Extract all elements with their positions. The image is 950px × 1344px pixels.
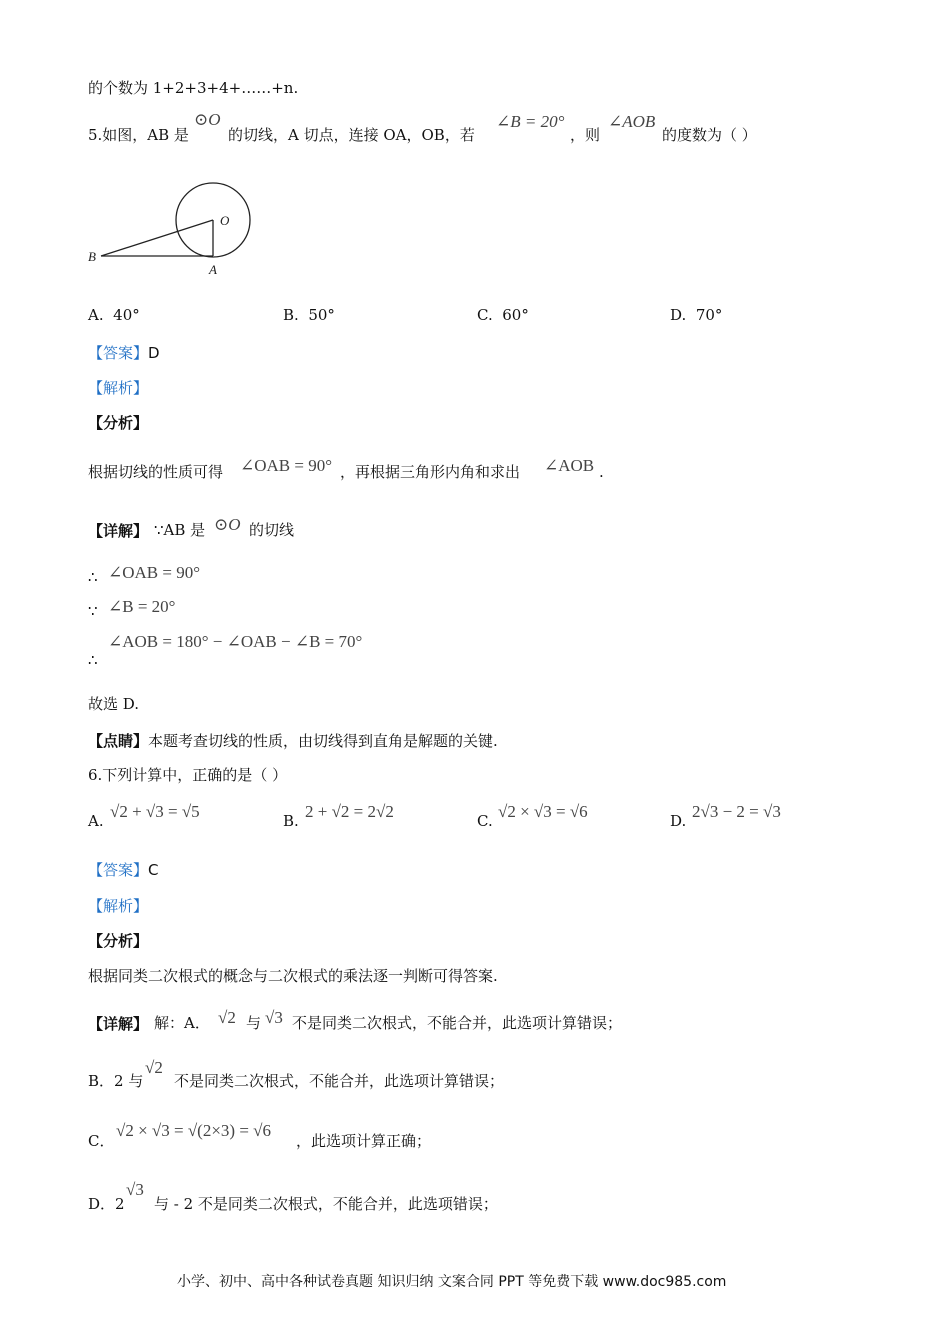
dianjing-line <box>88 731 498 751</box>
option-c-expr: √2 × √3 = √6 <box>498 802 588 821</box>
therefore-symbol: ∴ <box>88 651 98 669</box>
detail-c-e: √2 × √3 = √(2×3) = √6 <box>116 1121 271 1140</box>
therefore-symbol: ∴ <box>88 568 98 586</box>
option-b <box>283 306 335 324</box>
angle-aob: ∠AOB <box>608 112 656 131</box>
detail-pre: ∵AB 是 <box>154 521 206 539</box>
detail-d-e: √3 <box>126 1180 144 1199</box>
answer-tag: 【答案】 <box>88 344 149 362</box>
detail-d-post: 与 - 2 不是同类二次根式，不能合并，此选项错误； <box>154 1195 498 1213</box>
option-value: 70° <box>695 306 723 324</box>
jiexi-tag: 【解析】 <box>88 897 149 915</box>
detail-a-post: 不是同类二次根式，不能合并，此选项计算错误； <box>292 1014 623 1032</box>
detail-c-pre: C． <box>88 1132 115 1150</box>
step-2-eq: ∠B = 20° <box>108 597 176 616</box>
analysis-eq2: ∠AOB <box>544 456 595 475</box>
question-6-title: 6.下列计算中，正确的是（ ） <box>88 766 288 784</box>
tangent-figure <box>85 175 260 285</box>
detail-b-pre: B．2 与 <box>88 1072 144 1090</box>
circle-o-symbol: ⊙O <box>194 110 221 129</box>
fenxi-tag: 【分析】 <box>88 932 149 950</box>
option-c <box>477 306 529 324</box>
label-b: B <box>88 249 96 264</box>
option-letter: C. <box>477 306 493 324</box>
detail-b-e: √2 <box>145 1058 163 1077</box>
option-letter: B. <box>283 306 299 324</box>
fenxi-tag: 【分析】 <box>88 414 149 432</box>
detail-c-post: ，此选项计算正确； <box>296 1132 432 1150</box>
detail-a-mid: 与 <box>246 1014 262 1032</box>
question-5-mid1: 的切线，A 切点，连接 OA，OB，若 <box>228 126 475 144</box>
label-o: O <box>220 213 230 228</box>
detail-b-post: 不是同类二次根式，不能合并，此选项计算错误； <box>174 1072 505 1090</box>
option-b-expr: 2 + √2 = 2√2 <box>305 802 394 821</box>
segment-bo <box>101 220 213 256</box>
jiexi-tag: 【解析】 <box>88 379 149 397</box>
option-a <box>88 306 140 324</box>
conclude-line: 故选 D. <box>88 695 140 713</box>
dianjing-tag: 【点睛】 <box>88 732 149 750</box>
answer-line <box>88 859 159 880</box>
analysis-end: . <box>599 463 604 481</box>
question-5-mid2: ，则 <box>570 126 601 144</box>
analysis-mid: ，再根据三角形内角和求出 <box>340 463 521 481</box>
page-footer: 小学、初中、高中各种试卷真题 知识归纳 文案合同 PPT 等免费下载 www.doc985.com <box>177 1274 727 1290</box>
option-a-letter: A. <box>88 812 104 830</box>
detail-a-pre: 解：A． <box>154 1014 210 1032</box>
option-c-letter: C. <box>477 812 493 830</box>
analysis-line: 根据同类二次根式的概念与二次根式的乘法逐一判断可得答案. <box>88 967 498 985</box>
detail-a-e1: √2 <box>218 1008 236 1027</box>
detail-a-e2: √3 <box>265 1008 283 1027</box>
option-d-letter: D. <box>670 812 687 830</box>
option-value: 60° <box>502 306 529 324</box>
circle-o-symbol: ⊙O <box>214 515 241 534</box>
step-1-eq: ∠OAB = 90° <box>108 563 201 582</box>
analysis-eq: ∠OAB = 90° <box>240 456 333 475</box>
because-symbol: ∵ <box>88 602 98 620</box>
option-b-letter: B. <box>283 812 299 830</box>
option-d <box>670 306 722 324</box>
answer-line <box>88 342 160 363</box>
detail-tag: 【详解】 <box>88 1015 149 1033</box>
question-5-prefix: 5.如图，AB 是 <box>88 126 189 144</box>
answer-value: C <box>148 861 159 879</box>
text-line: 的个数为 1+2+3+4+……+n. <box>88 79 299 97</box>
option-d-expr: 2√3 − 2 = √3 <box>692 802 781 821</box>
question-5-suffix: 的度数为（ ） <box>662 126 757 144</box>
detail-tag: 【详解】 <box>88 522 149 540</box>
dianjing-text: 本题考查切线的性质，由切线得到直角是解题的关键. <box>148 732 498 750</box>
detail-d-pre: D．2 <box>88 1195 125 1213</box>
analysis-pre: 根据切线的性质可得 <box>88 463 224 481</box>
step-3-eq: ∠AOB = 180° − ∠OAB − ∠B = 70° <box>108 632 363 651</box>
option-letter: D. <box>670 306 687 324</box>
option-value: 50° <box>308 306 335 324</box>
label-a: A <box>209 262 217 277</box>
option-a-expr: √2 + √3 = √5 <box>110 802 200 821</box>
option-letter: A. <box>88 306 104 324</box>
answer-value: D <box>148 344 160 362</box>
option-value: 40° <box>113 306 140 324</box>
answer-tag: 【答案】 <box>88 861 149 879</box>
angle-b-eq: ∠B = 20° <box>496 112 565 131</box>
detail-post: 的切线 <box>249 521 295 539</box>
